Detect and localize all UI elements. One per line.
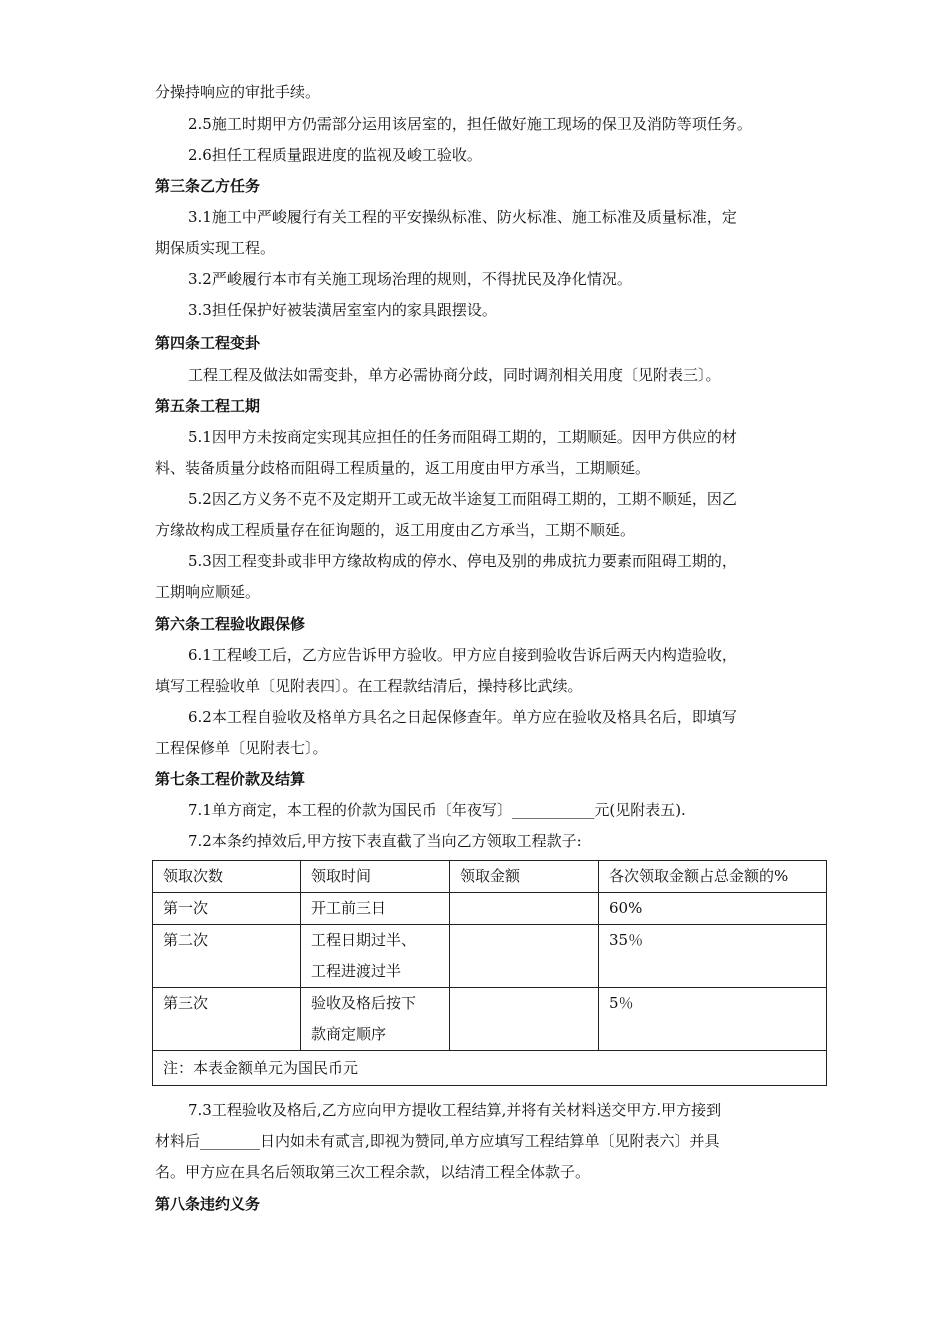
- section-heading-8: 第八条违约义务: [155, 1195, 261, 1213]
- clause-7-3-cont: 材料后________日内如未有贰言,即视为赞同,单方应填写工程结算单〔见附表六〕并具: [155, 1132, 720, 1150]
- clause-5-2-cont: 方缘故构成工程质量存在征询题的，返工用度由乙方承当，工期不顺延。: [155, 521, 636, 539]
- clause-2-5: 2.5施工时期甲方仍需部分运用该居室的，担任做好施工现场的保卫及消防等项任务。: [188, 115, 752, 133]
- table-header-cell: 领取次数: [153, 861, 301, 893]
- clause-3-1-cont: 期保质实现工程。: [155, 239, 276, 257]
- clause-5-3-cont: 工期响应顺延。: [155, 583, 261, 601]
- clause-3-3: 3.3担任保护好被装潢居室室内的家具跟摆设。: [188, 301, 497, 319]
- clause-7-3-cont-2: 名。甲方应在具名后领取第三次工程余款，以结清工程全体款子。: [155, 1163, 591, 1181]
- table-cell: 第三次: [153, 988, 301, 1051]
- clause-3-1: 3.1施工中严峻履行有关工程的平安操纵标准、防火标准、施工标准及质量标准，定: [188, 208, 737, 226]
- clause-3-2: 3.2严峻履行本市有关施工现场治理的规则，不得扰民及净化情况。: [188, 270, 632, 288]
- clause-7-3: 7.3工程验收及格后,乙方应向甲方提收工程结算,并将有关材料送交甲方.甲方接到: [188, 1101, 722, 1119]
- table-note-row: [153, 1051, 827, 1086]
- table-header-cell: 领取时间: [301, 861, 450, 893]
- table-cell-line: 工程日期过半、: [311, 931, 417, 949]
- clause-7-2: 7.2本条约掉效后,甲方按下表直截了当向乙方领取工程款子:: [188, 832, 582, 850]
- clause-5-1: 5.1因甲方未按商定实现其应担任的任务而阻碍工期的，工期顺延。因甲方供应的材: [188, 428, 737, 446]
- table-row: [153, 893, 827, 925]
- paragraph-line: 分操持响应的审批手续。: [155, 83, 321, 101]
- section-heading-3: 第三条乙方任务: [155, 177, 261, 195]
- clause-5-2: 5.2因乙方义务不克不及定期开工或无故半途复工而阻碍工期的，工期不顺延，因乙: [188, 490, 737, 508]
- table-cell: 第一次: [153, 893, 301, 925]
- section-heading-4: 第四条工程变卦: [155, 334, 261, 352]
- clause-6-2: 6.2本工程自验收及格单方具名之日起保修查年。单方应在验收及格具名后，即填写: [188, 708, 737, 726]
- table-header-cell: 领取金额: [450, 861, 599, 893]
- table-header-row: [153, 861, 827, 893]
- clause-6-2-cont: 工程保修单〔见附表七〕。: [155, 739, 328, 757]
- table-cell: 第二次: [153, 925, 301, 988]
- table-cell: [450, 988, 599, 1051]
- payment-table: [152, 860, 827, 1086]
- section-heading-6: 第六条工程验收跟保修: [155, 615, 306, 633]
- table-cell: [301, 925, 450, 988]
- table-cell: 35％: [599, 925, 827, 988]
- clause-2-6: 2.6担任工程质量跟进度的监视及峻工验收。: [188, 146, 482, 164]
- clause-5-3: 5.3因工程变卦或非甲方缘故构成的停水、停电及别的弗成抗力要素而阻碍工期的，: [188, 552, 737, 570]
- clause-5-1-cont: 料、装备质量分歧格而阻碍工程质量的，返工用度由甲方承当，工期顺延。: [155, 459, 651, 477]
- table-cell: [450, 893, 599, 925]
- clause-6-1: 6.1工程峻工后，乙方应告诉甲方验收。甲方应自接到验收告诉后两天内构造验收，: [188, 646, 737, 664]
- table-cell: 开工前三日: [301, 893, 450, 925]
- section-heading-7: 第七条工程价款及结算: [155, 770, 306, 788]
- table-cell-line: 工程进渡过半: [311, 962, 402, 980]
- table-cell: [450, 925, 599, 988]
- table-header-cell: 各次领取金额占总金额的%: [599, 861, 827, 893]
- table-cell-line: 款商定顺序: [311, 1025, 387, 1043]
- clause-6-1-cont: 填写工程验收单〔见附表四〕。在工程款结清后，操持移比武续。: [155, 677, 583, 695]
- table-note: 注：本表金额单元为国民币元: [153, 1051, 827, 1086]
- table-row: [153, 988, 827, 1051]
- table-cell-line: 验收及格后按下: [311, 994, 417, 1012]
- clause-7-1: 7.1单方商定，本工程的价款为国民币〔年夜写〕___________元(见附表五).: [188, 801, 686, 819]
- clause-4: 工程工程及做法如需变卦，单方必需协商分歧，同时调剂相关用度〔见附表三〕。: [188, 366, 721, 384]
- section-heading-5: 第五条工程工期: [155, 397, 261, 415]
- table-cell: 5％: [599, 988, 827, 1051]
- table-cell: [301, 988, 450, 1051]
- table-row: [153, 925, 827, 988]
- table-cell: 60%: [599, 893, 827, 925]
